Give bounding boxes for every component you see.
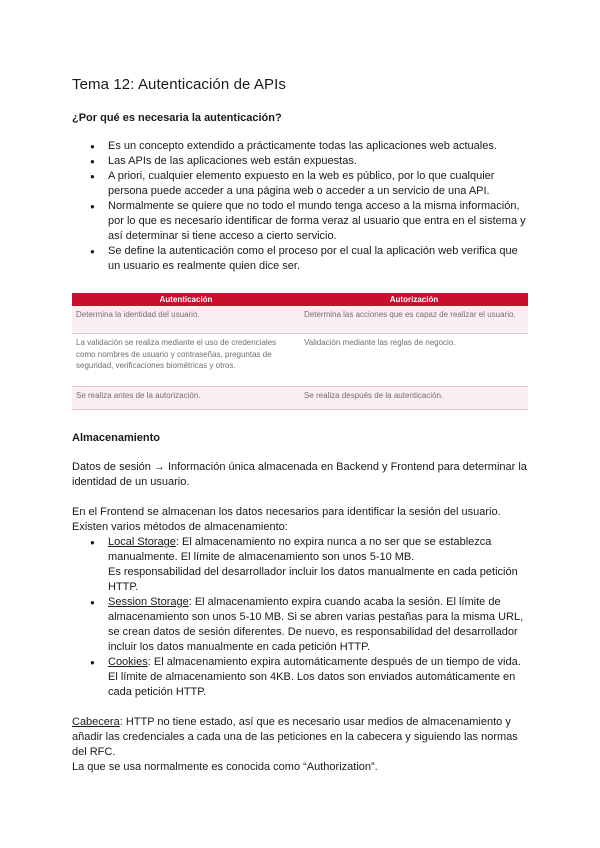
cabecera-paragraph	[72, 715, 528, 775]
section-heading-almacenamiento: Almacenamiento	[72, 432, 161, 444]
cabecera-term: Cabecera	[72, 716, 120, 728]
list-item: ● Las APIs de las aplicaciones web están expuestas.	[108, 154, 528, 169]
list-item-local-storage	[108, 535, 528, 595]
section-heading-why-auth: ¿Por qué es necesaria la autenticación?	[72, 112, 282, 124]
table-row	[72, 306, 528, 334]
table-cell: La validación se realiza mediante el uso de credenciales como nombres de usuario y contraseñas, preguntas de seguridad, verificaciones biométricas y otros.	[72, 334, 300, 387]
why-auth-bullet-list	[72, 139, 528, 274]
table-header-row	[72, 293, 528, 306]
session-storage-text: : El almacenamiento expira cuando acaba la sesión. El límite de almacenamiento son unos 5-10 MB. Si se abren varias pestañas para la misma URL, se crean datos de sesión diferentes. De nuevo, es responsabilidad del desarrollador incluir los datos manualmente en cada petición HTTP.	[108, 596, 524, 653]
authorization-line: La que se usa normalmente es conocida como “Authorization”.	[72, 761, 378, 773]
document-content	[72, 76, 528, 775]
list-item: ● Es un concepto extendido a prácticamente todas las aplicaciones web actuales.	[108, 139, 528, 154]
page-title: Tema 12: Autenticación de APIs	[72, 76, 286, 93]
cabecera-text: : HTTP no tiene estado, así que es necesario usar medios de almacenamiento y añadir las credenciales a cada una de las peticiones en la cabecera y siguiendo las normas del RFC.	[72, 716, 518, 758]
list-item-cookies	[108, 655, 528, 700]
local-storage-extra: Es responsabilidad del desarrollador incluir los datos manualmente en cada petición HTTP.	[108, 566, 518, 593]
frontend-storage-paragraph: En el Frontend se almacenan los datos necesarios para identificar la sesión del usuario. Existen varios métodos de almacenamiento:	[72, 506, 501, 533]
local-storage-text: : El almacenamiento no expira nunca a no ser que se establezca manualmente. El límite de almacenamiento son unos 5-10 MB.	[108, 536, 492, 563]
table-cell: Determina la identidad del usuario.	[72, 306, 300, 334]
auth-comparison-table	[72, 293, 528, 410]
storage-methods-list	[72, 535, 528, 700]
list-item: ● A priori, cualquier elemento expuesto en la web es público, por lo que cualquier persona puede acceder a una página web o acceder a un servicio de una API.	[108, 169, 528, 199]
table-cell: Se realiza antes de la autorización.	[72, 387, 300, 410]
column-header-autorizacion: Autorización	[300, 293, 528, 306]
list-item: ● Normalmente se quiere que no todo el mundo tenga acceso a la misma información, por lo que es necesario identificar de forma veraz al usuario que entra en el sistema y así determinar si tiene acceso a cierto servicio.	[108, 199, 528, 244]
table-cell: Determina las acciones que es capaz de realizar el usuario.	[300, 306, 528, 334]
column-header-autenticacion: Autenticación	[72, 293, 300, 306]
table-row	[72, 387, 528, 410]
table-cell: Validación mediante las reglas de negocio.	[300, 334, 528, 387]
session-data-paragraph: Datos de sesión → Información única almacenada en Backend y Frontend para determinar la identidad de un usuario.	[72, 461, 527, 488]
table-row	[72, 334, 528, 387]
session-storage-term: Session Storage	[108, 596, 189, 608]
cookies-text: : El almacenamiento expira automáticamente después de un tiempo de vida. El límite de almacenamiento son 4KB. Los datos son enviados automáticamente en cada petición HTTP.	[108, 656, 521, 698]
local-storage-term: Local Storage	[108, 536, 176, 548]
table-cell: Se realiza después de la autenticación.	[300, 387, 528, 410]
list-item: ● Se define la autenticación como el proceso por el cual la aplicación web verifica que un usuario es realmente quien dice ser.	[108, 244, 528, 274]
cookies-term: Cookies	[108, 656, 148, 668]
list-item-session-storage	[108, 595, 528, 655]
